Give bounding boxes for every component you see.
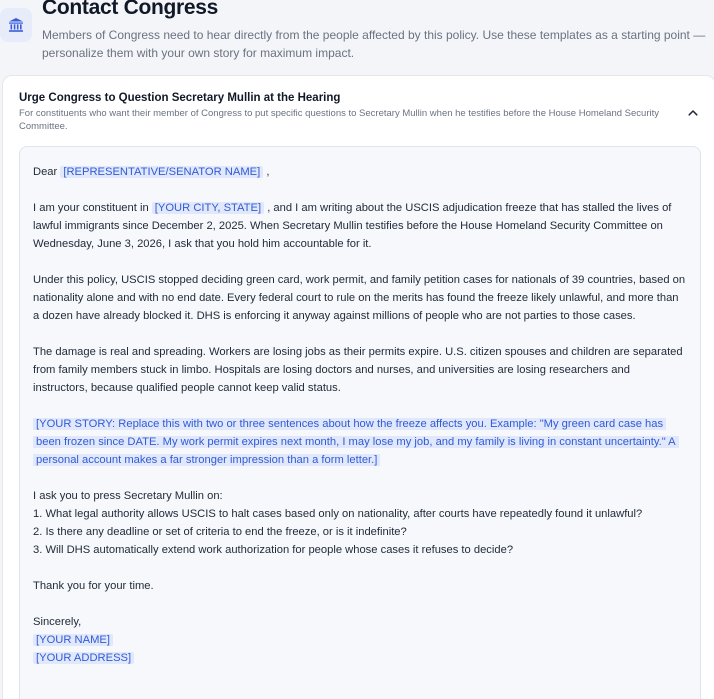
letter-question-2: 2. Is there any deadline or set of criteria to end the freeze, or is it indefinite? <box>33 526 407 538</box>
letter-ask-intro: I ask you to press Secretary Mullin on: <box>33 490 223 502</box>
placeholder-city-state[interactable]: [YOUR CITY, STATE] <box>152 202 264 214</box>
letter-closing: Sincerely, <box>33 616 82 628</box>
placeholder-your-story[interactable]: [YOUR STORY: Replace this with two or three sentences about how the freeze affects you. Example: "My green card case has been frozen since DATE. My work permit expires next month, I may lose my job, and my family is living in constant uncertainty." A personal account makes a far stronger impression than a form letter.] <box>33 418 679 466</box>
letter-greeting: Dear [REPRESENTATIVE/SENATOR NAME] , <box>33 166 270 178</box>
capitol-building-icon <box>0 8 32 42</box>
letter-signature-name <box>33 631 686 649</box>
collapse-button[interactable] <box>685 104 701 120</box>
letter-paragraph-intro: I am your constituent in [YOUR CITY, STATE] , and I am writing about the USCIS adjudication freeze that has stalled the lives of lawful immigrants since December 2, 2025. When Secretary Mullin testifies before the House Homeland Security Committee on Wednesday, June 3, 2026, I ask that you hold him accountable for it. <box>33 202 672 250</box>
letter-question-1: 1. What legal authority allows USCIS to halt cases based only on nationality, after courts have repeatedly found it unlawful? <box>33 508 643 520</box>
template-title[interactable]: Urge Congress to Question Secretary Mullin at the Hearing <box>19 92 341 104</box>
letter-thanks: Thank you for your time. <box>33 580 154 592</box>
letter-paragraph-story <box>33 415 686 469</box>
placeholder-representative[interactable]: [REPRESENTATIVE/SENATOR NAME] <box>60 166 263 178</box>
placeholder-your-address[interactable]: [YOUR ADDRESS] <box>33 652 134 664</box>
page-title: Contact Congress <box>42 0 219 19</box>
letter-question-3: 3. Will DHS automatically extend work authorization for people whose cases it refuses to decide? <box>33 544 514 556</box>
letter-paragraph-damage: The damage is real and spreading. Workers are losing jobs as their permits expire. U.S. citizen spouses and children are separated from family members stuck in limbo. Hospitals are losing doctors and nurses, and universities are losing researchers and instructors, because qualified people cannot keep valid status. <box>33 346 683 394</box>
placeholder-your-name[interactable]: [YOUR NAME] <box>33 634 113 646</box>
chevron-up-icon <box>688 109 698 116</box>
letter-template-card <box>2 75 714 699</box>
letter-body[interactable] <box>19 146 701 699</box>
page-header <box>0 0 714 72</box>
letter-signature-address <box>33 649 686 667</box>
page-subtitle: Members of Congress need to hear directly from the people affected by this policy. Use these templates as a starting point — personalize them with your own story for maximum impact. <box>42 28 706 60</box>
template-description: For constituents who want their member of Congress to put specific questions to Secretary Mullin when he testifies before the House Homeland Security Committee. <box>19 108 659 132</box>
letter-paragraph-policy: Under this policy, USCIS stopped deciding green card, work permit, and family petition cases for nationals of 39 countries, based on nationality alone and with no end date. Every federal court to rule on the merits has found the freeze likely unlawful, and more than a dozen have already blocked it. DHS is enforcing it anyway against millions of people who are not parties to those cases. <box>33 274 686 322</box>
